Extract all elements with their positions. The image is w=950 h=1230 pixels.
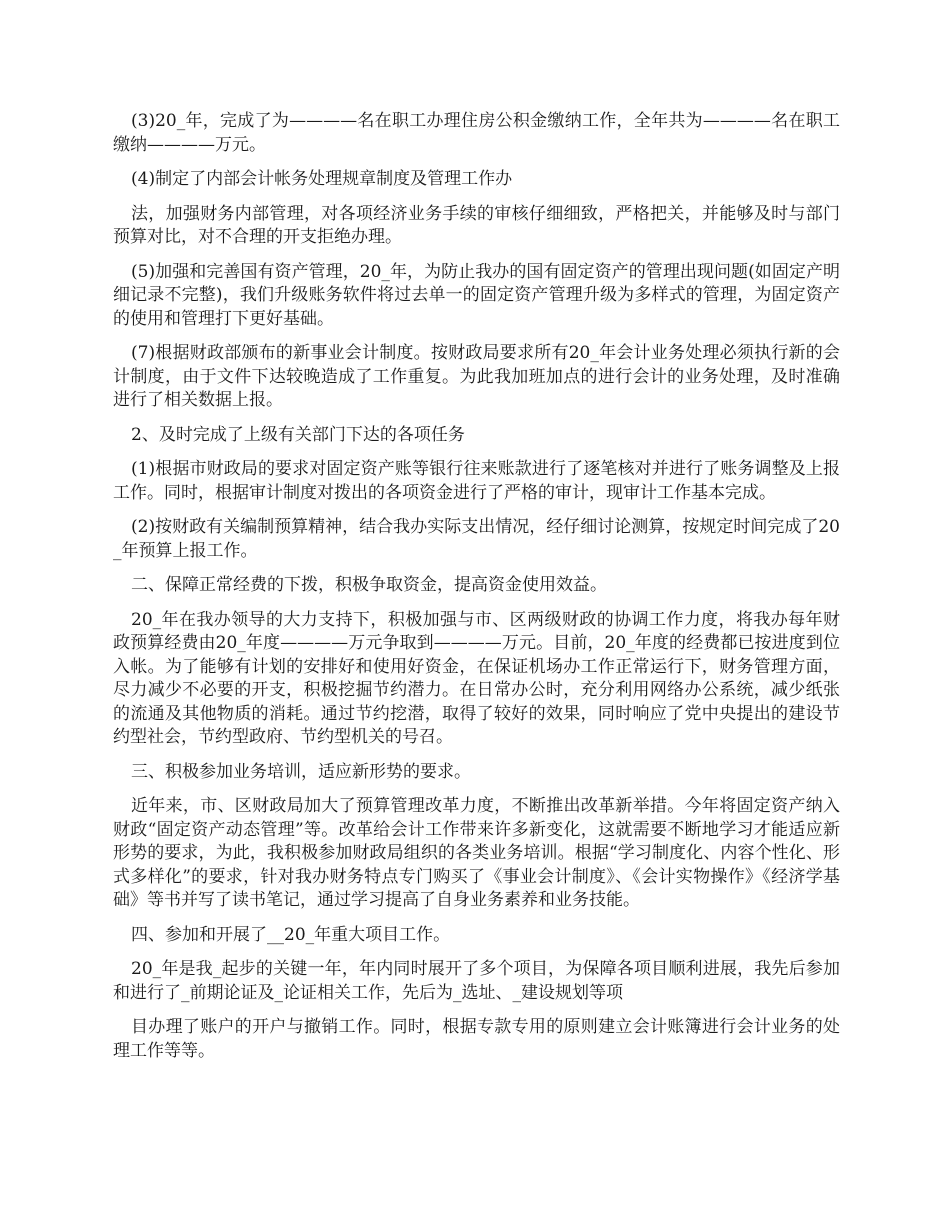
paragraph-new-accounting-system: (7)根据财政部颁布的新事业会计制度。按财政局要求所有20_年会计业务处理必须执行新的会计制度，由于文件下达较晚造成了工作重复。为此我加班加点的进行会计的业务处理，及时准确进行了相关数据上报。	[113, 343, 840, 410]
paragraph-funding-detail: 20_年在我办领导的大力支持下，积极加强与市、区两级财政的协调工作力度，将我办每年财政预算经费由20_年度————万元争取到————万元。目前，20_年度的经费都已按进度到位入帐。为了能够有计划的安排好和使用好资金，在保证机场办工作正常运行下，财务管理方面，尽力减少不必要的开支，积极挖掘节约潜力。在日常办公时，充分利用网络办公系统，减少纸张的流通及其他物质的消耗。通过节约挖潜，取得了较好的效果，同时响应了党中央提出的建设节约型社会，节约型政府、节约型机关的号召。	[113, 609, 840, 747]
paragraph-budget-report: (2)按财政有关编制预算精神，结合我办实际支出情况，经仔细讨论测算，按规定时间完成了20_年预算上报工作。	[113, 517, 840, 561]
paragraph-asset-management: (5)加强和完善国有资产管理，20_年，为防止我办的国有固定资产的管理出现问题(如固定产明细记录不完整)，我们升级账务软件将过去单一的固定资产管理升级为多样式的管理，为固定资产的使用和管理打下更好基础。	[113, 261, 840, 329]
section-heading-training: 三、积极参加业务培训，适应新形势的要求。	[131, 761, 471, 782]
paragraph-housing-fund: (3)20_年，完成了为————名在职工办理住房公积金缴纳工作，全年共为————名在职工缴纳————万元。	[113, 111, 840, 155]
section-heading-tasks: 2、及时完成了上级有关部门下达的各项任务	[131, 424, 465, 445]
section-heading-projects: 四、参加和开展了__20_年重大项目工作。	[131, 924, 451, 945]
paragraph-projects-detail: 20_年是我_起步的关键一年，年内同时展开了多个项目，为保障各项目顺利进展，我先后参加和进行了_前期论证及_论证相关工作，先后为_选址、_建设规划等项	[113, 959, 840, 1003]
paragraph-internal-management: 法，加强财务内部管理，对各项经济业务手续的审核仔细细致，严格把关，并能够及时与部门预算对比，对不合理的开支拒绝办理。	[113, 203, 840, 247]
paragraph-training-detail: 近年来，市、区财政局加大了预算管理改革力度，不断推出改革新举措。今年将固定资产纳入财政“固定资产动态管理”等。改革给会计工作带来许多新变化，这就需要不断地学习才能适应新形势的要求，为此，我积极参加财政局组织的各类业务培训。根据“学习制度化、内容个性化、形式多样化”的要求，针对我办财务特点专门购买了《事业会计制度》、《会计实物操作》《经济学基础》等书并写了读书笔记，通过学习提高了自身业务素养和业务技能。	[113, 796, 840, 910]
document-body	[113, 110, 840, 1074]
paragraph-reconciliation: (1)根据市财政局的要求对固定资产账等银行往来账款进行了逐笔核对并进行了账务调整及上报工作。同时，根据审计制度对拨出的各项资金进行了严格的审计，现审计工作基本完成。	[113, 459, 840, 503]
section-heading-funding: 二、保障正常经费的下拨，积极争取资金，提高资金使用效益。	[131, 575, 607, 595]
paragraph-rules-heading: (4)制定了内部会计帐务处理规章制度及管理工作办	[131, 169, 513, 189]
paragraph-accounts-detail: 目办理了账户的开户与撤销工作。同时，根据专款专用的原则建立会计账簿进行会计业务的处理工作等等。	[113, 1017, 840, 1061]
